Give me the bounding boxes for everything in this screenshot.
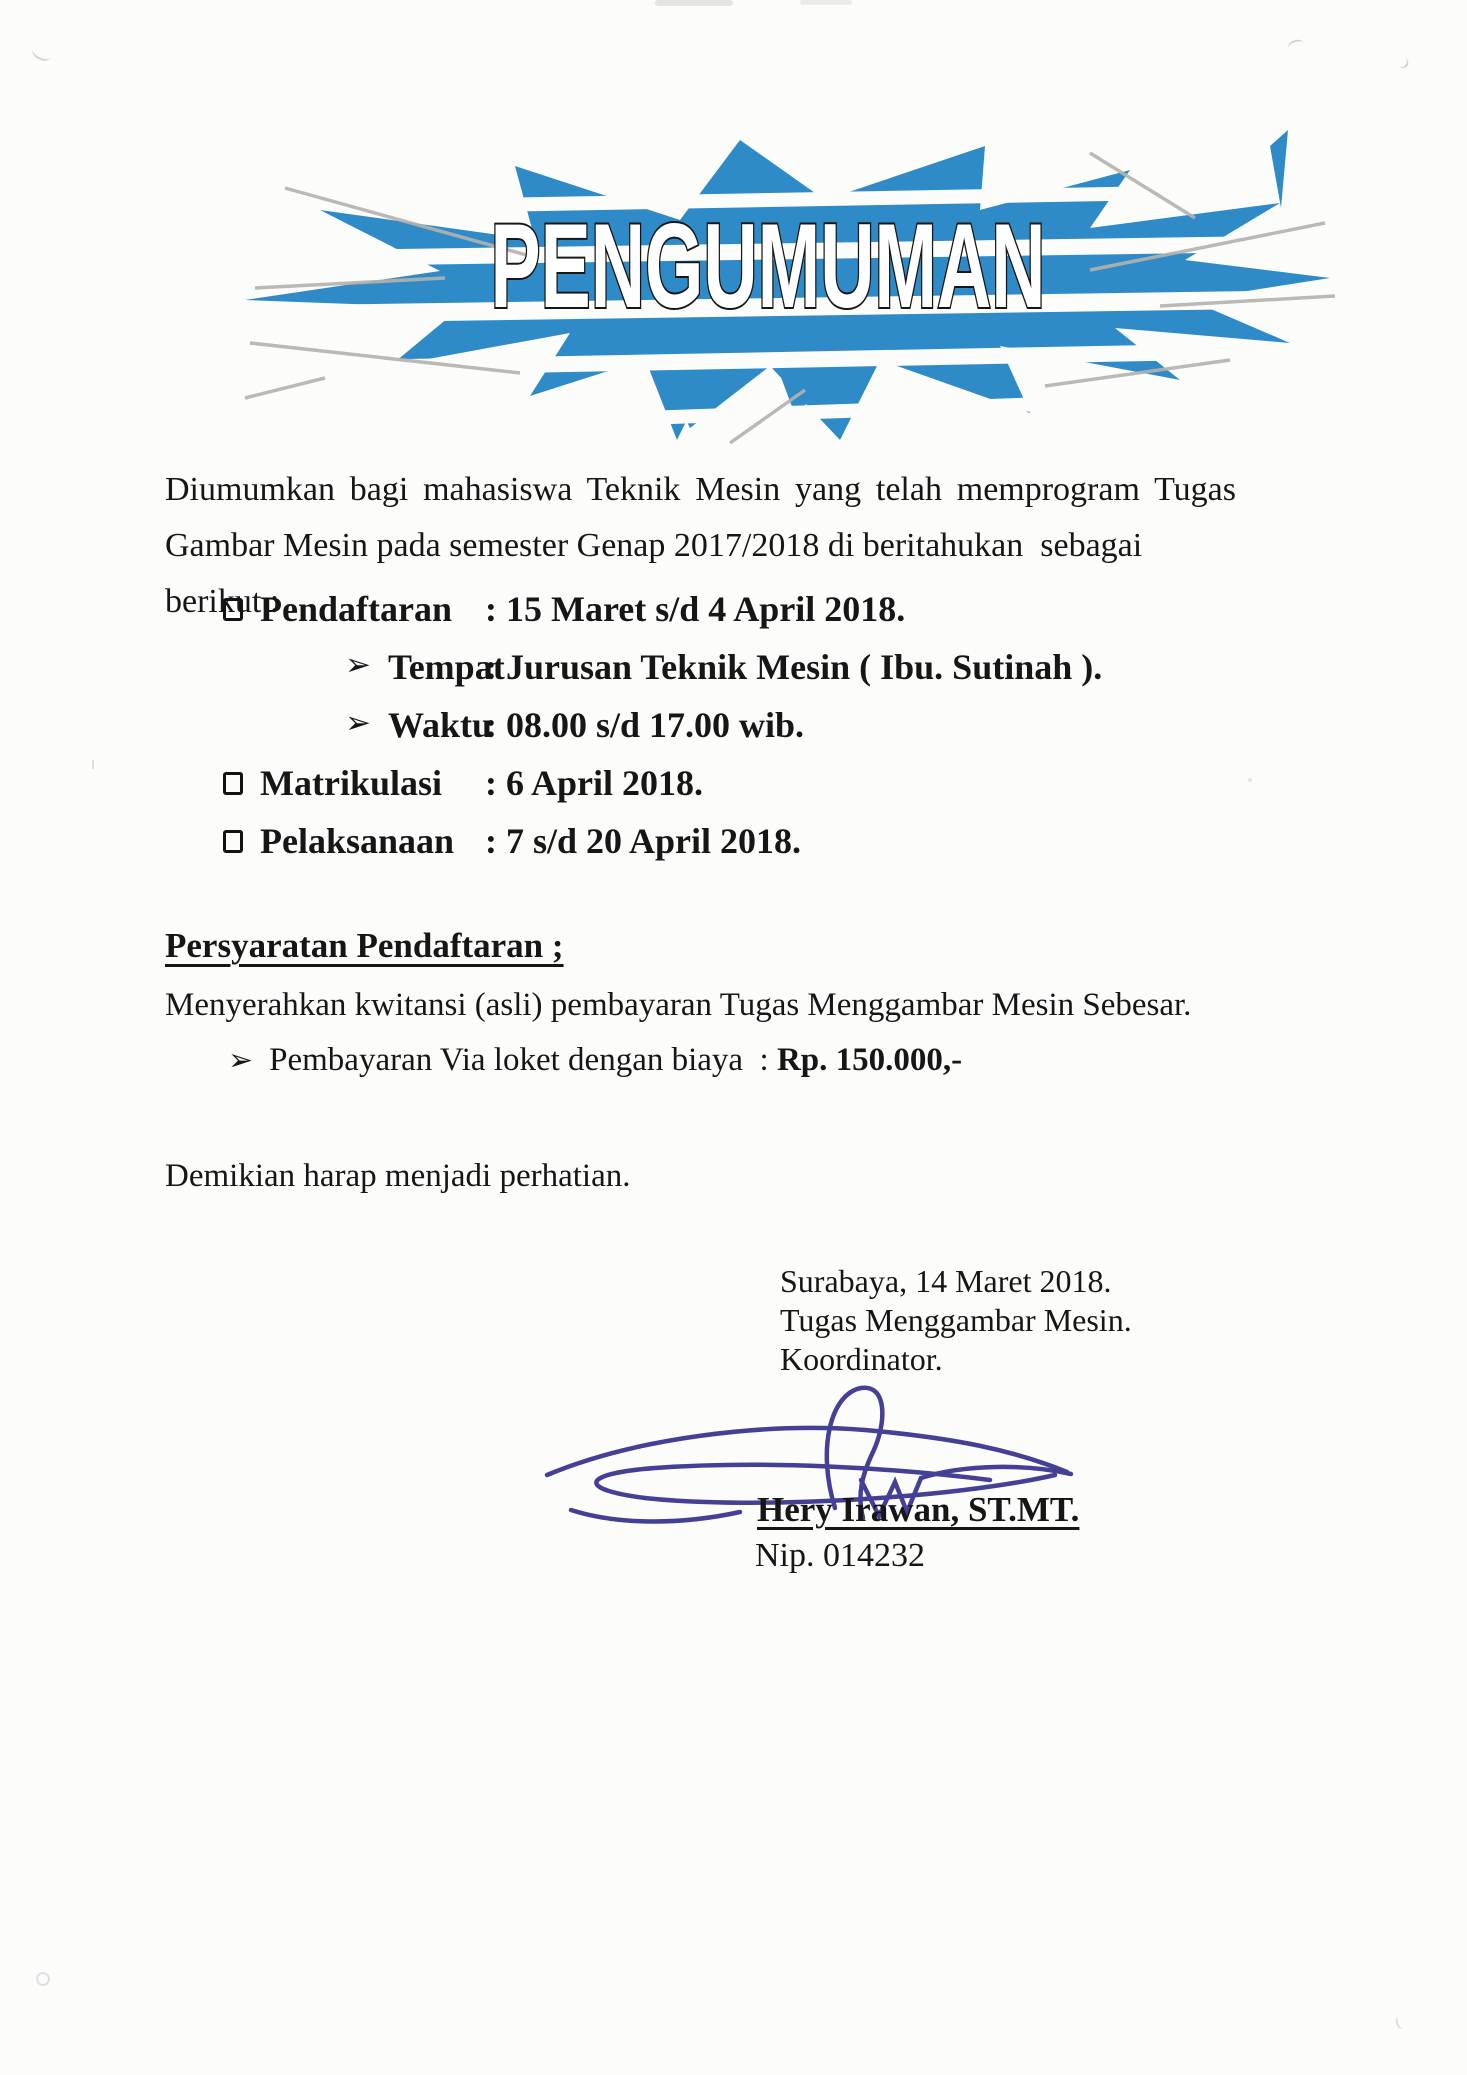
square-bullet-icon [223, 830, 243, 853]
schedule-value: : 7 s/d 20 April 2018. [485, 821, 802, 861]
banner-title: PENGUMUMAN [490, 199, 1046, 333]
requirements-text: Menyerahkan kwitansi (asli) pembayaran Tugas Menggambar Mesin Sebesar. [165, 987, 1192, 1023]
banner-burst-graphic [185, 128, 1335, 448]
square-bullet-icon [223, 598, 243, 621]
schedule-label: Matrikulasi [260, 763, 443, 803]
closing-text: Demikian harap menjadi perhatian. [165, 1158, 631, 1194]
signature-block [780, 1262, 1132, 1379]
scan-artifact [800, 0, 852, 5]
signatory-nip: Nip. 014232 [755, 1537, 925, 1574]
scan-artifact [1390, 51, 1411, 71]
schedule-row [165, 646, 1275, 704]
scan-artifact [92, 760, 98, 769]
intro-line-2: Gambar Mesin pada semester Genap 2017/2018 di beritahukan sebagai berikut : [165, 527, 1151, 620]
signature-place-date: Surabaya, 14 Maret 2018. [780, 1263, 1112, 1299]
schedule-row [165, 588, 1275, 646]
signature-program: Tugas Menggambar Mesin. [780, 1302, 1132, 1338]
payment-line [228, 1042, 962, 1079]
arrow-bullet-icon: ➢ [345, 705, 371, 741]
schedule-row [165, 820, 1275, 878]
arrow-bullet-icon: ➢ [345, 647, 371, 683]
schedule-value: : 6 April 2018. [485, 763, 704, 803]
square-bullet-icon [223, 772, 243, 795]
schedule-value: : 08.00 s/d 17.00 wib. [485, 705, 805, 745]
schedule-row [165, 762, 1275, 820]
intro-line-1: Diumumkan bagi mahasiswa Teknik Mesin yang telah memprogram Tugas [165, 471, 1236, 508]
arrow-bullet-icon: ➢ [228, 1043, 254, 1078]
payment-text: Pembayaran Via loket dengan biaya : [269, 1042, 777, 1078]
scan-artifact [1287, 38, 1306, 53]
scan-artifact [30, 43, 54, 64]
signatory-name: Hery Irawan, ST.MT. [757, 1490, 1080, 1529]
scan-artifact [655, 0, 733, 6]
scan-artifact [1394, 2015, 1408, 2031]
requirements-heading: Persyaratan Pendaftaran ; [165, 926, 564, 965]
schedule-row [165, 704, 1275, 762]
payment-amount: Rp. 150.000,- [776, 1042, 963, 1078]
schedule-label: Pelaksanaan [260, 821, 455, 861]
schedule-list [165, 588, 1275, 878]
schedule-label: Pendaftaran [260, 589, 452, 629]
schedule-label: Waktu [388, 705, 493, 745]
scan-artifact [36, 1972, 50, 1986]
schedule-value: : Jurusan Teknik Mesin ( Ibu. Sutinah ). [485, 647, 1103, 687]
signature-role: Koordinator. [780, 1341, 943, 1377]
schedule-value: : 15 Maret s/d 4 April 2018. [485, 589, 906, 629]
schedule-label: Tempat [388, 647, 505, 687]
